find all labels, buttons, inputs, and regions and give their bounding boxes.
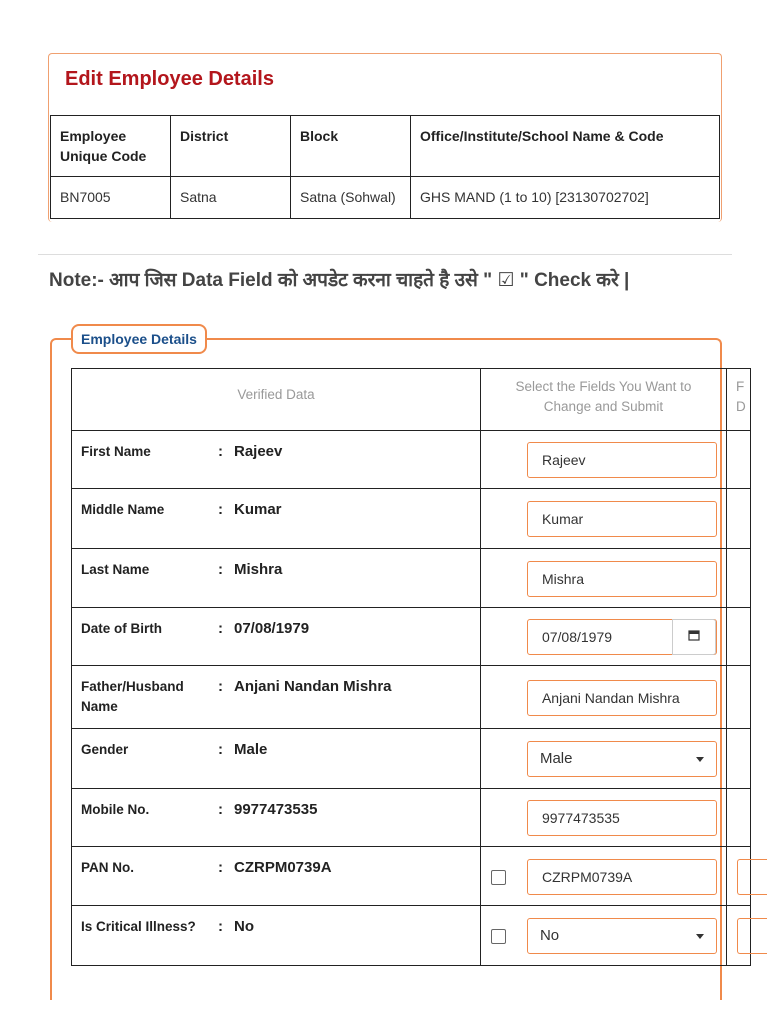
field-select[interactable] [527, 918, 717, 954]
field-input-value: Kumar [541, 511, 584, 527]
colon-separator: : [218, 678, 223, 695]
field-input-value: 9977473535 [541, 810, 620, 826]
colon-separator: : [218, 501, 223, 518]
table-row [72, 489, 751, 549]
header-third-label: F D [735, 379, 746, 414]
note-text [49, 266, 629, 292]
colon-separator: : [218, 801, 223, 818]
chevron-down-icon [696, 934, 704, 939]
header-block: Block [291, 116, 411, 177]
header-district: District [171, 116, 291, 177]
field-label: Date of Birth [72, 608, 219, 666]
extra-column-cell [726, 789, 750, 847]
field-input-value: 07/08/1979 [541, 629, 613, 645]
table-row [72, 549, 751, 608]
colon-separator: : [218, 859, 223, 876]
extra-column-cell [726, 549, 750, 608]
page-title: Edit Employee Details [65, 68, 274, 90]
header-third-column [726, 369, 750, 431]
field-label: Middle Name [72, 489, 219, 549]
fields-table-viewport[interactable] [71, 368, 746, 968]
extra-column-cell [726, 431, 750, 489]
verified-value-cell [218, 729, 480, 789]
edit-field-cell [480, 549, 726, 608]
extra-column-cell [726, 906, 750, 966]
table-row [72, 666, 751, 729]
extra-field-input[interactable] [737, 859, 767, 895]
header-office: Office/Institute/School Name & Code [411, 116, 720, 177]
employee-details-legend: Employee Details [71, 324, 207, 354]
table-row [72, 729, 751, 789]
field-select[interactable] [527, 741, 717, 777]
cell-district: Satna [171, 177, 291, 219]
verified-value-cell [218, 789, 480, 847]
verified-value: No [234, 918, 254, 935]
note-suffix: " Check करे | [514, 270, 630, 291]
verified-value: Mishra [234, 561, 283, 578]
field-label: Mobile No. [72, 789, 219, 847]
table-row [72, 608, 751, 666]
verified-value: Kumar [234, 501, 282, 518]
update-checkbox[interactable] [491, 870, 506, 885]
field-input[interactable] [527, 859, 717, 895]
colon-separator: : [218, 620, 223, 637]
verified-value: Male [234, 741, 268, 758]
header-employee-code: Employee Unique Code [51, 116, 171, 177]
extra-column-cell [726, 489, 750, 549]
table-row [72, 431, 751, 489]
field-label: Gender [72, 729, 219, 789]
verified-value-cell [218, 847, 480, 906]
edit-field-cell [480, 847, 726, 906]
field-input-value: Male [539, 750, 573, 767]
edit-field-cell [480, 789, 726, 847]
verified-value-cell [218, 431, 480, 489]
extra-field-input[interactable] [737, 918, 767, 954]
table-row [72, 847, 751, 906]
field-input-value: No [539, 927, 560, 944]
field-label: First Name [72, 431, 219, 489]
field-input[interactable] [527, 501, 717, 537]
table-row [51, 177, 720, 219]
edit-field-cell [480, 666, 726, 729]
colon-separator: : [218, 561, 223, 578]
header-select-fields [480, 369, 726, 431]
extra-column-cell [726, 729, 750, 789]
field-input-value: Mishra [541, 571, 584, 587]
edit-field-cell [480, 431, 726, 489]
field-label: Is Critical Illness? [72, 906, 219, 966]
employee-info-table [50, 115, 720, 219]
edit-field-cell [480, 729, 726, 789]
verified-value: Rajeev [234, 443, 283, 460]
verified-value-cell [218, 489, 480, 549]
field-input-value: Rajeev [541, 452, 586, 468]
divider [38, 254, 732, 255]
table-header-row [51, 116, 720, 177]
chevron-down-icon [696, 757, 704, 762]
extra-column-cell [726, 666, 750, 729]
update-checkbox[interactable] [491, 929, 506, 944]
field-input[interactable] [527, 442, 717, 478]
cell-office: GHS MAND (1 to 10) [23130702702] [411, 177, 720, 219]
header-verified-label: Verified Data [237, 387, 315, 402]
verified-value-cell [218, 906, 480, 966]
verified-value: CZRPM0739A [234, 859, 332, 876]
date-input[interactable] [527, 619, 717, 655]
extra-column-cell [726, 847, 750, 906]
verified-value: 9977473535 [234, 801, 318, 818]
header-select-label: Select the Fields You Want to Change and Submit [515, 379, 692, 414]
checkbox-checked-icon: ☑ [497, 270, 515, 291]
edit-field-cell [480, 489, 726, 549]
field-label: Last Name [72, 549, 219, 608]
verified-value-cell [218, 549, 480, 608]
verified-value-cell [218, 608, 480, 666]
table-row [72, 906, 751, 966]
table-header-row [72, 369, 751, 431]
colon-separator: : [218, 443, 223, 460]
field-input[interactable] [527, 561, 717, 597]
employee-card [48, 53, 722, 222]
verified-value-cell [218, 666, 480, 729]
calendar-icon[interactable] [672, 619, 716, 655]
colon-separator: : [218, 918, 223, 935]
cell-block: Satna (Sohwal) [291, 177, 411, 219]
extra-column-cell [726, 608, 750, 666]
field-label: Father/Husband Name [72, 666, 219, 729]
edit-field-cell [480, 906, 726, 966]
field-input-value: Anjani Nandan Mishra [541, 690, 680, 706]
field-input-value: CZRPM0739A [541, 869, 633, 885]
cell-employee-code: BN7005 [51, 177, 171, 219]
colon-separator: : [218, 741, 223, 758]
verified-value: Anjani Nandan Mishra [234, 678, 392, 695]
header-verified-data [72, 369, 481, 431]
fields-table [71, 368, 751, 966]
table-row [72, 789, 751, 847]
note-prefix: Note:- आप जिस Data Field को अपडेट करना चाहते है उसे " [49, 270, 498, 291]
verified-value: 07/08/1979 [234, 620, 310, 637]
field-label: PAN No. [72, 847, 219, 906]
field-input[interactable] [527, 800, 717, 836]
edit-field-cell [480, 608, 726, 666]
field-input[interactable] [527, 680, 717, 716]
